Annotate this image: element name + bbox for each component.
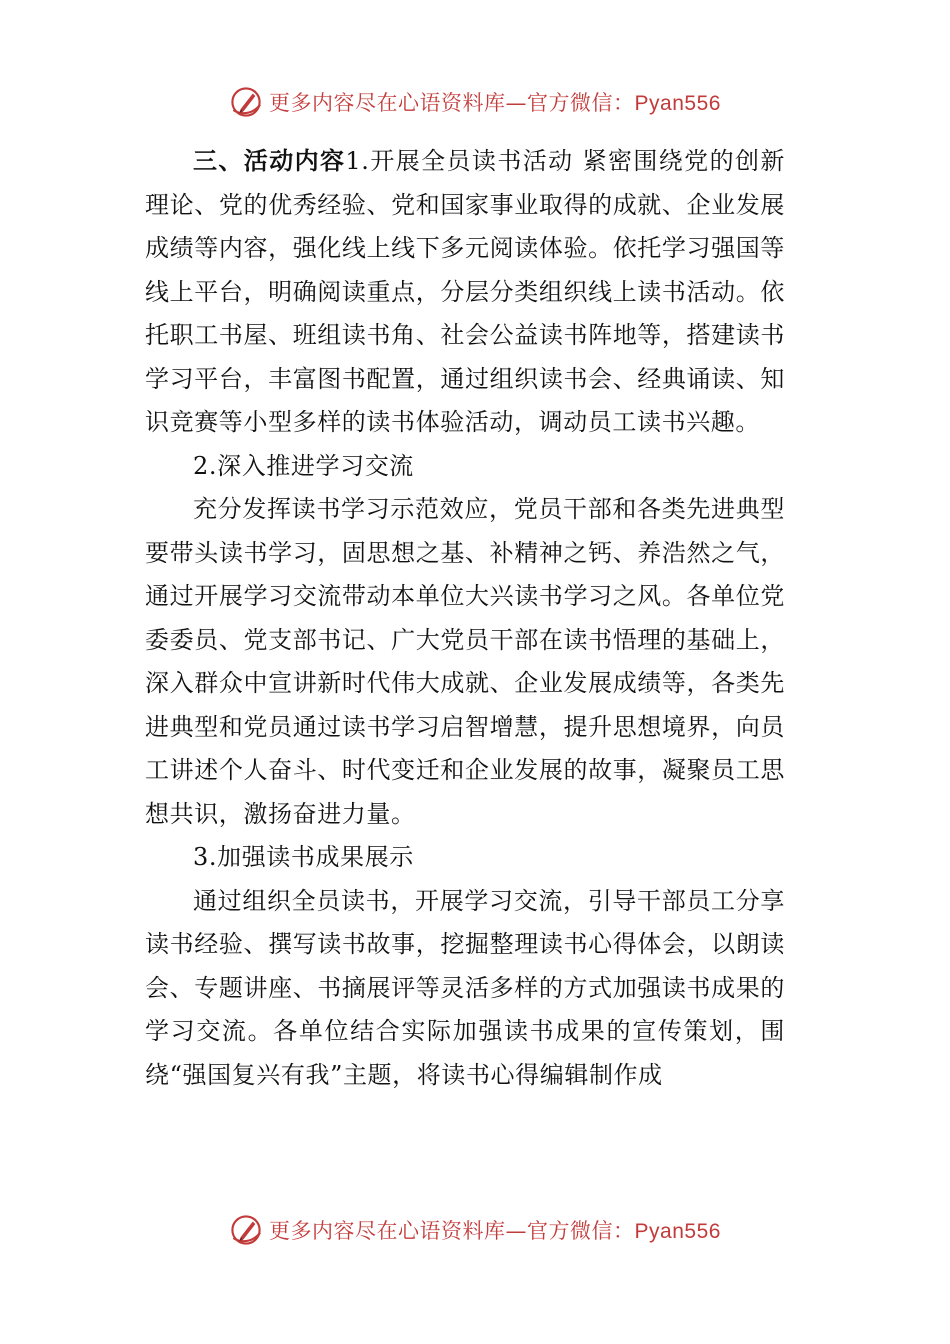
item-2-title: 2.深入推进学习交流 [193, 451, 414, 480]
item-1-text: 1.开展全员读书活动 紧密围绕党的创新理论、党的优秀经验、党和国家事业取得的成就、企业发展成绩等内容，强化线上线下多元阅读体验。依托学习强国等线上平台，明确阅读重点，分层分类组织线上读书活动。依托职工书屋、班组读书角、社会公益读书阵地等，搭建读书学习平台，丰富图书配置，通过组织读书会、经典诵读、知识竞赛等小型多样的读书体验活动，调动员工读书兴趣。 [145, 147, 785, 436]
footer-banner-text: 更多内容尽在心语资料库—官方微信：Pyan556 [269, 1219, 721, 1243]
item-3-title: 3.加强读书成果展示 [193, 843, 414, 871]
item-2-body: 充分发挥读书学习示范效应，党员干部和各类先进典型要带头读书学习，固思想之基、补精神之钙、养浩然之气，通过开展学习交流带动本单位大兴读书学习之风。各单位党委委员、党支部书记、广大党员干部在读书悟理的基础上，深入群众中宣讲新时代伟大成就、企业发展成绩等，各类先进典型和党员通过读书学习启智增慧，提升思想境界，向员工讲述个人奋斗、时代变迁和企业发展的故事，凝聚员工思想共识，激扬奋进力量。 [145, 495, 785, 828]
section-heading: 三、活动内容 [193, 147, 346, 175]
item-3-body: 通过组织全员读书，开展学习交流，引导干部员工分享读书经验、撰写读书故事，挖掘整理读书心得体会，以朗读会、专题讲座、书摘展评等灵活多样的方式加强读书成果的学习交流。各单位结合实际加强读书成果的宣传策划，围绕“强国复兴有我”主题，将读书心得编辑制作成 [145, 886, 785, 1089]
header-wechat-handle: Pyan556 [634, 92, 721, 115]
pen-circle-logo-icon [229, 85, 263, 119]
document-body [145, 140, 785, 1097]
header-banner [0, 80, 950, 124]
footer-banner [0, 1208, 950, 1252]
footer-wechat-handle: Pyan556 [634, 1220, 721, 1243]
header-banner-text: 更多内容尽在心语资料库—官方微信：Pyan556 [269, 91, 721, 115]
section-1-paragraph [145, 140, 785, 445]
pen-circle-logo-icon [229, 1213, 263, 1247]
